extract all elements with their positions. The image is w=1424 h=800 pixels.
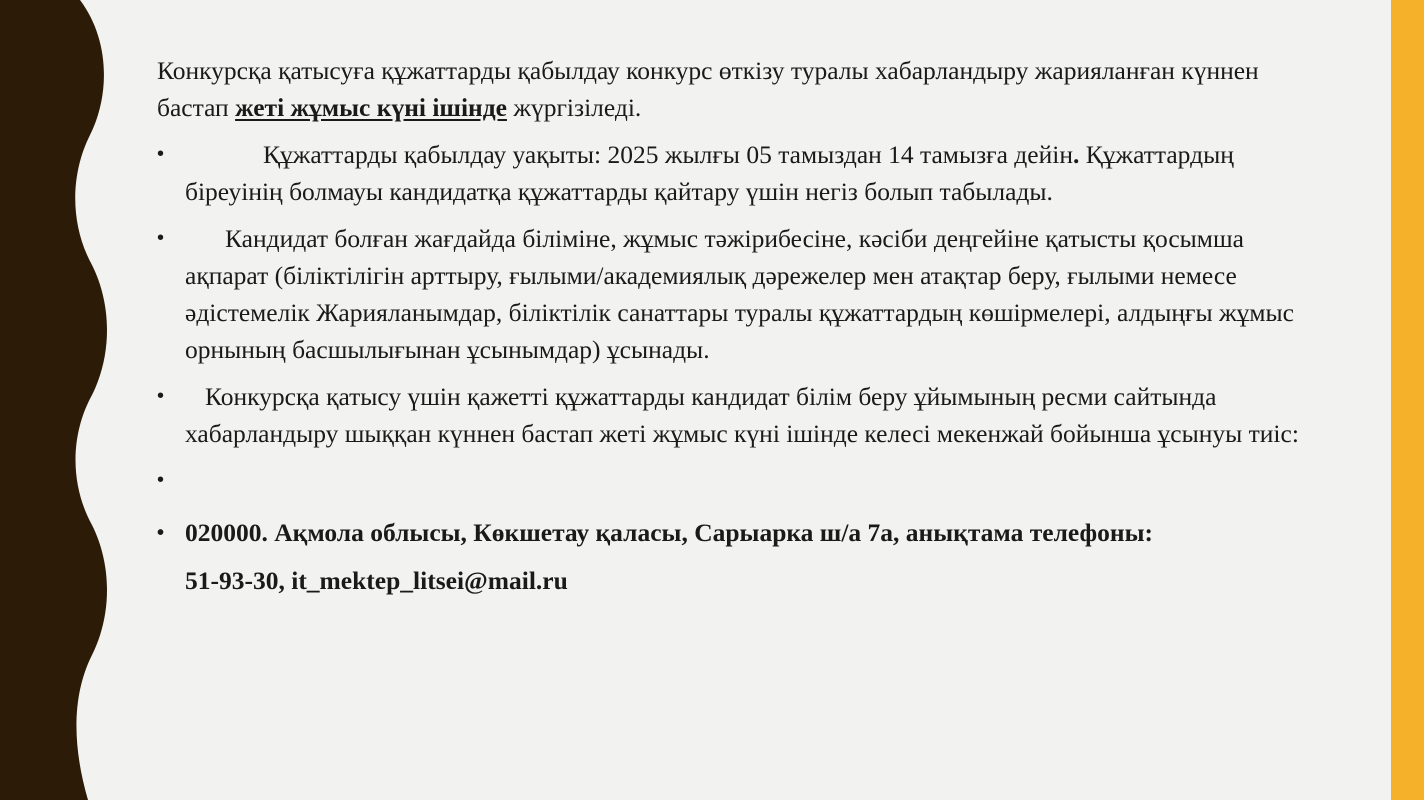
submission-text: Конкурсқа қатысу үшін қажетті құжаттарды кандидат білім беру ұйымының ресми сайтында хабарландыру шыққан күннен бастап жеті жұмыс күні ішінде келесі мекенжай бойынша ұсынуы тиіс: <box>185 382 1299 448</box>
address-line-2: 51-93-30, it_mektep_litsei@mail.ru <box>185 566 568 595</box>
intro-paragraph <box>157 52 1332 126</box>
left-wave-band <box>0 0 140 800</box>
address-line-1: 020000. Ақмола облысы, Көкшетау қаласы, Сарыарка ш/а 7а, анықтама телефоны: <box>185 518 1154 547</box>
additional-info-text: Кандидат болған жағдайда біліміне, жұмыс тәжірибесіне, кәсіби деңгейіне қатысты қосымша ақпарат (біліктілігін арттыру, ғылыми/академиялық дәрежелер мен атақтар беру, ғылыми немесе әдістемелік Жарияланымдар, біліктілік санаттары туралы құжаттардың көшірмелері, алдыңғы жұмыс орнының басшылығынан ұсынымдар) ұсынады. <box>185 224 1294 364</box>
bullet-item-submission <box>157 378 1332 452</box>
slide-content <box>157 52 1332 615</box>
bullet-item-address <box>157 509 1332 605</box>
bullet-list <box>157 136 1332 605</box>
reception-time-tail: Құжаттардың біреуінің болмауы кандидатқа құжаттарды қайтару үшін негіз болып табылады. <box>185 140 1234 206</box>
bullet-item-empty <box>157 462 1332 499</box>
accent-bar <box>1391 0 1424 800</box>
intro-text-after: жүргізіледі. <box>506 93 642 122</box>
intro-text-before: Конкурсқа қатысуға құжаттарды қабылдау конкурс өткізу туралы хабарландыру жарияланған күннен бастап <box>157 56 1259 122</box>
bullet-item-reception-time: • Құжаттарды қабылдау уақыты: 2025 жылғы 05 тамыздан 14 тамызға дейін. Құжаттардың біреуінің болмауы кандидатқа құжаттарды қайтару үшін негіз болып табылады. <box>157 136 1332 210</box>
reception-time-lead: Құжаттарды қабылдау уақыты: 2025 жылғы 05 тамыздан 14 тамызға дейін <box>263 140 1073 169</box>
intro-emphasis: жеті жұмыс күні ішінде <box>235 93 507 122</box>
bullet-item-additional-info <box>157 220 1332 368</box>
